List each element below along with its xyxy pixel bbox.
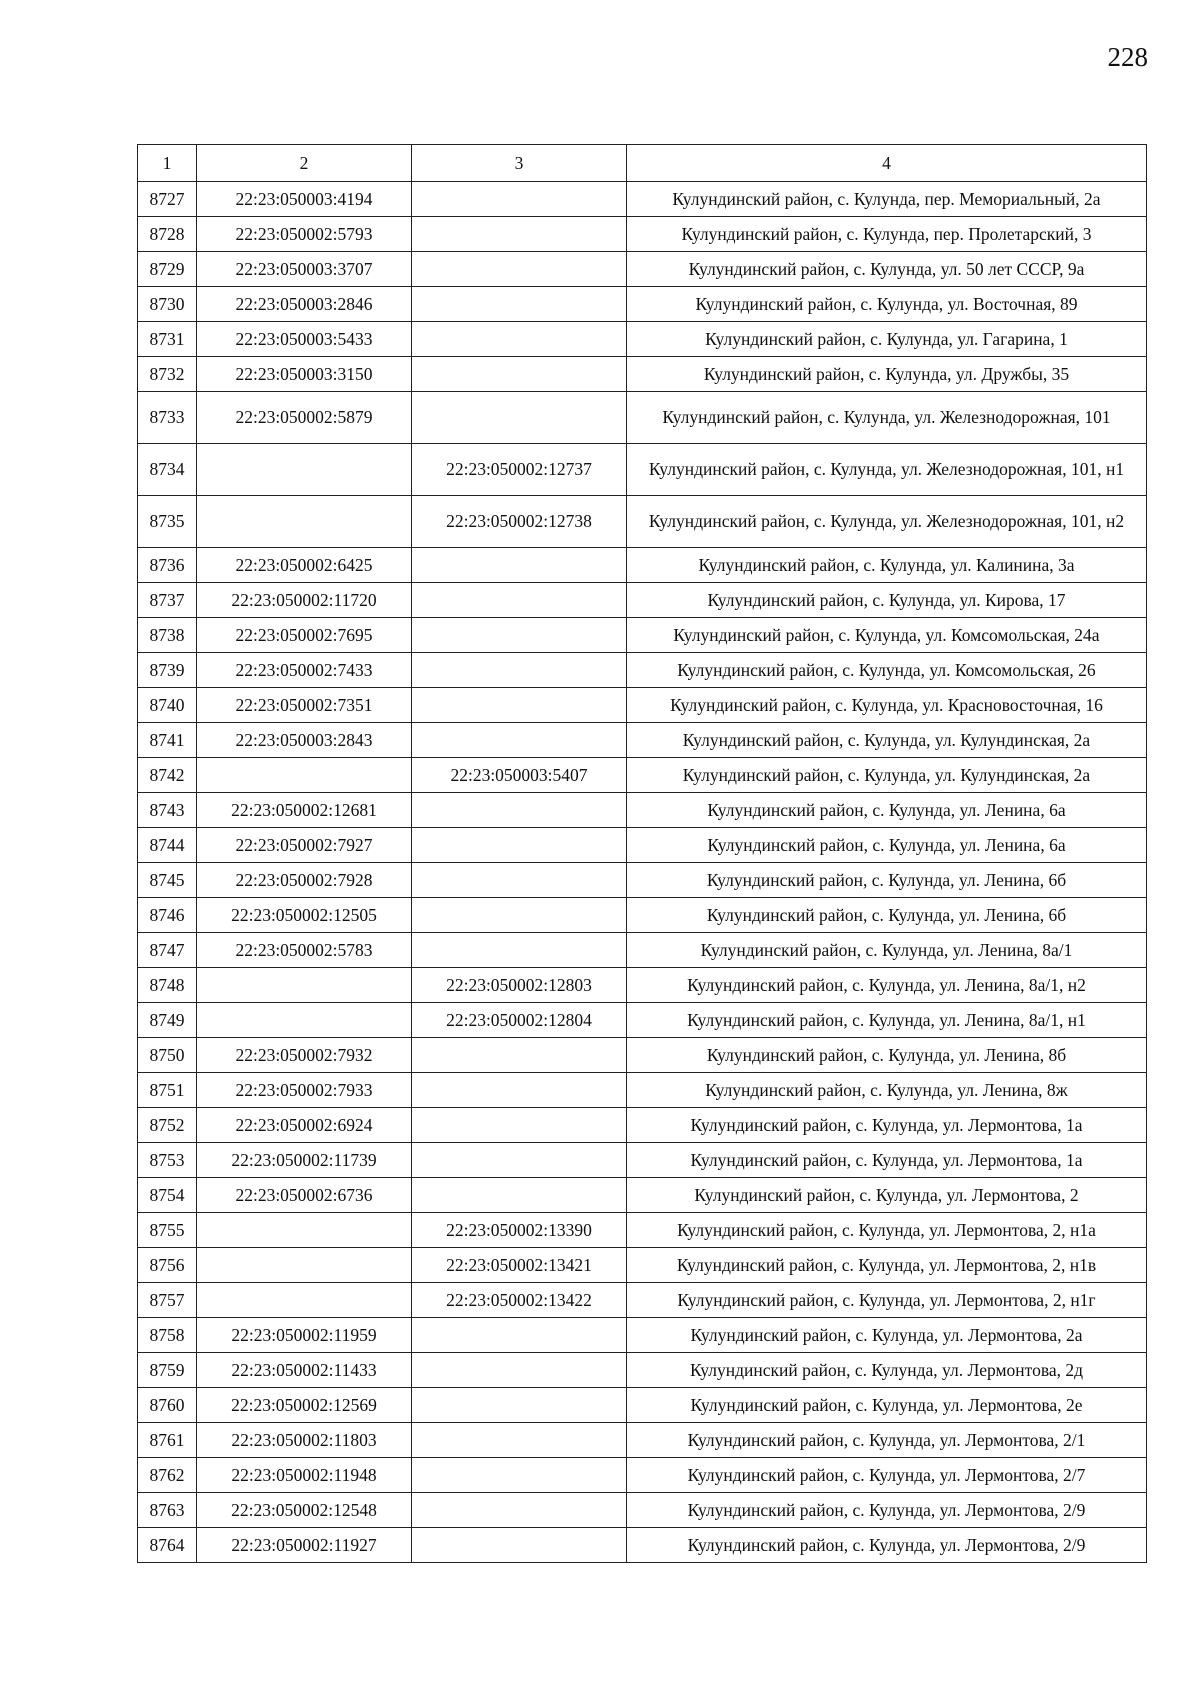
address-cell: Кулундинский район, с. Кулунда, ул. Кулундинская, 2а xyxy=(627,723,1147,758)
cadastral-number-cell: 22:23:050003:2846 xyxy=(197,287,412,322)
address-cell: Кулундинский район, с. Кулунда, ул. Кулундинская, 2а xyxy=(627,758,1147,793)
premises-cadastral-number-cell xyxy=(412,688,627,723)
cadastral-number-cell xyxy=(197,496,412,548)
row-number-cell: 8739 xyxy=(138,653,197,688)
table-row xyxy=(138,688,1147,723)
address-cell: Кулундинский район, с. Кулунда, ул. Ленина, 8ж xyxy=(627,1073,1147,1108)
address-cell: Кулундинский район, с. Кулунда, ул. Ленина, 8б xyxy=(627,1038,1147,1073)
address-cell: Кулундинский район, с. Кулунда, ул. Лермонтова, 2 xyxy=(627,1178,1147,1213)
cadastral-number-cell: 22:23:050002:12548 xyxy=(197,1493,412,1528)
premises-cadastral-number-cell xyxy=(412,1178,627,1213)
address-cell: Кулундинский район, с. Кулунда, ул. Лермонтова, 2/1 xyxy=(627,1423,1147,1458)
table-row xyxy=(138,252,1147,287)
row-number-cell: 8734 xyxy=(138,444,197,496)
row-number-cell: 8757 xyxy=(138,1283,197,1318)
table-row xyxy=(138,1388,1147,1423)
address-cell: Кулундинский район, с. Кулунда, ул. Железнодорожная, 101, н1 xyxy=(627,444,1147,496)
address-cell: Кулундинский район, с. Кулунда, ул. Железнодорожная, 101 xyxy=(627,392,1147,444)
row-number-cell: 8754 xyxy=(138,1178,197,1213)
address-cell: Кулундинский район, с. Кулунда, ул. Лермонтова, 2, н1а xyxy=(627,1213,1147,1248)
row-number-cell: 8740 xyxy=(138,688,197,723)
address-cell: Кулундинский район, с. Кулунда, ул. Ленина, 6б xyxy=(627,863,1147,898)
table-row xyxy=(138,1493,1147,1528)
row-number-cell: 8741 xyxy=(138,723,197,758)
address-cell: Кулундинский район, с. Кулунда, ул. Ленина, 6а xyxy=(627,828,1147,863)
premises-cadastral-number-cell xyxy=(412,828,627,863)
table-row xyxy=(138,1458,1147,1493)
cadastral-number-cell: 22:23:050002:5783 xyxy=(197,933,412,968)
address-cell: Кулундинский район, с. Кулунда, ул. Железнодорожная, 101, н2 xyxy=(627,496,1147,548)
row-number-cell: 8729 xyxy=(138,252,197,287)
address-cell: Кулундинский район, с. Кулунда, ул. Ленина, 8а/1, н1 xyxy=(627,1003,1147,1038)
cadastral-number-cell: 22:23:050002:7932 xyxy=(197,1038,412,1073)
row-number-cell: 8756 xyxy=(138,1248,197,1283)
table-row xyxy=(138,968,1147,1003)
table-row xyxy=(138,1003,1147,1038)
premises-cadastral-number-cell xyxy=(412,1493,627,1528)
cadastral-number-cell: 22:23:050002:7695 xyxy=(197,618,412,653)
premises-cadastral-number-cell xyxy=(412,1458,627,1493)
premises-cadastral-number-cell xyxy=(412,287,627,322)
row-number-cell: 8745 xyxy=(138,863,197,898)
table-row xyxy=(138,618,1147,653)
row-number-cell: 8727 xyxy=(138,182,197,217)
cadastral-number-cell: 22:23:050002:6736 xyxy=(197,1178,412,1213)
table-row xyxy=(138,182,1147,217)
cadastral-number-cell: 22:23:050002:11739 xyxy=(197,1143,412,1178)
row-number-cell: 8747 xyxy=(138,933,197,968)
row-number-cell: 8758 xyxy=(138,1318,197,1353)
row-number-cell: 8755 xyxy=(138,1213,197,1248)
row-number-cell: 8750 xyxy=(138,1038,197,1073)
table-row xyxy=(138,1108,1147,1143)
premises-cadastral-number-cell xyxy=(412,1353,627,1388)
row-number-cell: 8746 xyxy=(138,898,197,933)
address-cell: Кулундинский район, с. Кулунда, ул. Лермонтова, 2а xyxy=(627,1318,1147,1353)
row-number-cell: 8743 xyxy=(138,793,197,828)
address-cell: Кулундинский район, с. Кулунда, ул. Лермонтова, 2/9 xyxy=(627,1528,1147,1563)
address-cell: Кулундинский район, с. Кулунда, ул. Лермонтова, 2, н1в xyxy=(627,1248,1147,1283)
row-number-cell: 8737 xyxy=(138,583,197,618)
cadastral-number-cell: 22:23:050002:6425 xyxy=(197,548,412,583)
cadastral-number-cell xyxy=(197,1003,412,1038)
row-number-cell: 8749 xyxy=(138,1003,197,1038)
table-row xyxy=(138,1213,1147,1248)
header-row xyxy=(138,145,1147,182)
premises-cadastral-number-cell xyxy=(412,1073,627,1108)
premises-cadastral-number-cell: 22:23:050003:5407 xyxy=(412,758,627,793)
cadastral-number-cell: 22:23:050003:3150 xyxy=(197,357,412,392)
table-row xyxy=(138,548,1147,583)
address-cell: Кулундинский район, с. Кулунда, ул. Комсомольская, 26 xyxy=(627,653,1147,688)
registry-table xyxy=(137,144,1147,1563)
row-number-cell: 8764 xyxy=(138,1528,197,1563)
premises-cadastral-number-cell xyxy=(412,1318,627,1353)
cadastral-number-cell xyxy=(197,758,412,793)
table-row xyxy=(138,1283,1147,1318)
cadastral-number-cell: 22:23:050002:11433 xyxy=(197,1353,412,1388)
premises-cadastral-number-cell xyxy=(412,1143,627,1178)
table-row xyxy=(138,1178,1147,1213)
premises-cadastral-number-cell xyxy=(412,723,627,758)
address-cell: Кулундинский район, с. Кулунда, ул. Красновосточная, 16 xyxy=(627,688,1147,723)
row-number-cell: 8728 xyxy=(138,217,197,252)
header-cell-2: 2 xyxy=(197,145,412,182)
premises-cadastral-number-cell: 22:23:050002:13421 xyxy=(412,1248,627,1283)
address-cell: Кулундинский район, с. Кулунда, ул. Лермонтова, 2д xyxy=(627,1353,1147,1388)
cadastral-number-cell: 22:23:050003:2843 xyxy=(197,723,412,758)
table-row xyxy=(138,1318,1147,1353)
address-cell: Кулундинский район, с. Кулунда, ул. Лермонтова, 1а xyxy=(627,1143,1147,1178)
table-body xyxy=(138,145,1147,1563)
table-row xyxy=(138,1353,1147,1388)
table-row xyxy=(138,357,1147,392)
cadastral-number-cell xyxy=(197,1248,412,1283)
cadastral-number-cell: 22:23:050002:6924 xyxy=(197,1108,412,1143)
premises-cadastral-number-cell xyxy=(412,217,627,252)
premises-cadastral-number-cell xyxy=(412,1528,627,1563)
premises-cadastral-number-cell xyxy=(412,618,627,653)
premises-cadastral-number-cell xyxy=(412,182,627,217)
table-row xyxy=(138,1423,1147,1458)
row-number-cell: 8761 xyxy=(138,1423,197,1458)
row-number-cell: 8753 xyxy=(138,1143,197,1178)
cadastral-number-cell: 22:23:050002:7433 xyxy=(197,653,412,688)
premises-cadastral-number-cell xyxy=(412,583,627,618)
address-cell: Кулундинский район, с. Кулунда, ул. Лермонтова, 1а xyxy=(627,1108,1147,1143)
premises-cadastral-number-cell xyxy=(412,1423,627,1458)
row-number-cell: 8742 xyxy=(138,758,197,793)
address-cell: Кулундинский район, с. Кулунда, ул. Ленина, 8а/1 xyxy=(627,933,1147,968)
row-number-cell: 8752 xyxy=(138,1108,197,1143)
table-row xyxy=(138,863,1147,898)
address-cell: Кулундинский район, с. Кулунда, ул. Лермонтова, 2/9 xyxy=(627,1493,1147,1528)
premises-cadastral-number-cell: 22:23:050002:12803 xyxy=(412,968,627,1003)
table-row xyxy=(138,583,1147,618)
row-number-cell: 8751 xyxy=(138,1073,197,1108)
address-cell: Кулундинский район, с. Кулунда, пер. Пролетарский, 3 xyxy=(627,217,1147,252)
row-number-cell: 8748 xyxy=(138,968,197,1003)
table-row xyxy=(138,444,1147,496)
header-cell-1: 1 xyxy=(138,145,197,182)
table-row xyxy=(138,1073,1147,1108)
cadastral-number-cell: 22:23:050002:5879 xyxy=(197,392,412,444)
row-number-cell: 8762 xyxy=(138,1458,197,1493)
cadastral-number-cell xyxy=(197,444,412,496)
row-number-cell: 8731 xyxy=(138,322,197,357)
address-cell: Кулундинский район, с. Кулунда, ул. Кирова, 17 xyxy=(627,583,1147,618)
table-row xyxy=(138,793,1147,828)
cadastral-number-cell: 22:23:050003:5433 xyxy=(197,322,412,357)
header-cell-3: 3 xyxy=(412,145,627,182)
cadastral-number-cell: 22:23:050002:11948 xyxy=(197,1458,412,1493)
row-number-cell: 8738 xyxy=(138,618,197,653)
premises-cadastral-number-cell xyxy=(412,322,627,357)
cadastral-number-cell: 22:23:050002:12505 xyxy=(197,898,412,933)
cadastral-number-cell: 22:23:050002:11959 xyxy=(197,1318,412,1353)
table-row xyxy=(138,1248,1147,1283)
address-cell: Кулундинский район, с. Кулунда, ул. Лермонтова, 2/7 xyxy=(627,1458,1147,1493)
premises-cadastral-number-cell: 22:23:050002:13390 xyxy=(412,1213,627,1248)
premises-cadastral-number-cell xyxy=(412,357,627,392)
premises-cadastral-number-cell xyxy=(412,653,627,688)
row-number-cell: 8759 xyxy=(138,1353,197,1388)
cadastral-number-cell: 22:23:050003:4194 xyxy=(197,182,412,217)
premises-cadastral-number-cell xyxy=(412,548,627,583)
premises-cadastral-number-cell xyxy=(412,1388,627,1423)
address-cell: Кулундинский район, с. Кулунда, ул. Ленина, 8а/1, н2 xyxy=(627,968,1147,1003)
table-row xyxy=(138,828,1147,863)
cadastral-number-cell: 22:23:050002:11927 xyxy=(197,1528,412,1563)
address-cell: Кулундинский район, с. Кулунда, ул. Восточная, 89 xyxy=(627,287,1147,322)
table-row xyxy=(138,1038,1147,1073)
table-row xyxy=(138,758,1147,793)
table-row xyxy=(138,1528,1147,1563)
cadastral-number-cell: 22:23:050002:11720 xyxy=(197,583,412,618)
address-cell: Кулундинский район, с. Кулунда, пер. Мемориальный, 2а xyxy=(627,182,1147,217)
address-cell: Кулундинский район, с. Кулунда, ул. Дружбы, 35 xyxy=(627,357,1147,392)
table-row xyxy=(138,287,1147,322)
cadastral-number-cell xyxy=(197,1283,412,1318)
premises-cadastral-number-cell: 22:23:050002:12737 xyxy=(412,444,627,496)
row-number-cell: 8735 xyxy=(138,496,197,548)
table-row xyxy=(138,217,1147,252)
table-row xyxy=(138,933,1147,968)
premises-cadastral-number-cell xyxy=(412,898,627,933)
cadastral-number-cell: 22:23:050002:7927 xyxy=(197,828,412,863)
address-cell: Кулундинский район, с. Кулунда, ул. Лермонтова, 2, н1г xyxy=(627,1283,1147,1318)
cadastral-number-cell: 22:23:050002:7933 xyxy=(197,1073,412,1108)
table-row xyxy=(138,496,1147,548)
address-cell: Кулундинский район, с. Кулунда, ул. Лермонтова, 2е xyxy=(627,1388,1147,1423)
table-row xyxy=(138,322,1147,357)
row-number-cell: 8732 xyxy=(138,357,197,392)
table-row xyxy=(138,653,1147,688)
cadastral-number-cell xyxy=(197,1213,412,1248)
row-number-cell: 8760 xyxy=(138,1388,197,1423)
table-row xyxy=(138,723,1147,758)
page-number: 228 xyxy=(1107,42,1148,72)
cadastral-number-cell: 22:23:050003:3707 xyxy=(197,252,412,287)
premises-cadastral-number-cell xyxy=(412,863,627,898)
premises-cadastral-number-cell xyxy=(412,1038,627,1073)
row-number-cell: 8736 xyxy=(138,548,197,583)
cadastral-number-cell: 22:23:050002:12681 xyxy=(197,793,412,828)
table-row xyxy=(138,1143,1147,1178)
cadastral-number-cell: 22:23:050002:5793 xyxy=(197,217,412,252)
premises-cadastral-number-cell: 22:23:050002:12738 xyxy=(412,496,627,548)
row-number-cell: 8733 xyxy=(138,392,197,444)
premises-cadastral-number-cell xyxy=(412,793,627,828)
cadastral-number-cell: 22:23:050002:7928 xyxy=(197,863,412,898)
address-cell: Кулундинский район, с. Кулунда, ул. Калинина, 3а xyxy=(627,548,1147,583)
header-cell-4: 4 xyxy=(627,145,1147,182)
premises-cadastral-number-cell xyxy=(412,1108,627,1143)
cadastral-number-cell xyxy=(197,968,412,1003)
cadastral-number-cell: 22:23:050002:11803 xyxy=(197,1423,412,1458)
address-cell: Кулундинский район, с. Кулунда, ул. Ленина, 6а xyxy=(627,793,1147,828)
premises-cadastral-number-cell: 22:23:050002:13422 xyxy=(412,1283,627,1318)
address-cell: Кулундинский район, с. Кулунда, ул. Гагарина, 1 xyxy=(627,322,1147,357)
premises-cadastral-number-cell xyxy=(412,933,627,968)
premises-cadastral-number-cell xyxy=(412,392,627,444)
address-cell: Кулундинский район, с. Кулунда, ул. 50 лет СССР, 9а xyxy=(627,252,1147,287)
row-number-cell: 8730 xyxy=(138,287,197,322)
premises-cadastral-number-cell xyxy=(412,252,627,287)
row-number-cell: 8744 xyxy=(138,828,197,863)
address-cell: Кулундинский район, с. Кулунда, ул. Комсомольская, 24а xyxy=(627,618,1147,653)
table-row xyxy=(138,392,1147,444)
premises-cadastral-number-cell: 22:23:050002:12804 xyxy=(412,1003,627,1038)
cadastral-number-cell: 22:23:050002:12569 xyxy=(197,1388,412,1423)
address-cell: Кулундинский район, с. Кулунда, ул. Ленина, 6б xyxy=(627,898,1147,933)
cadastral-number-cell: 22:23:050002:7351 xyxy=(197,688,412,723)
table-row xyxy=(138,898,1147,933)
row-number-cell: 8763 xyxy=(138,1493,197,1528)
